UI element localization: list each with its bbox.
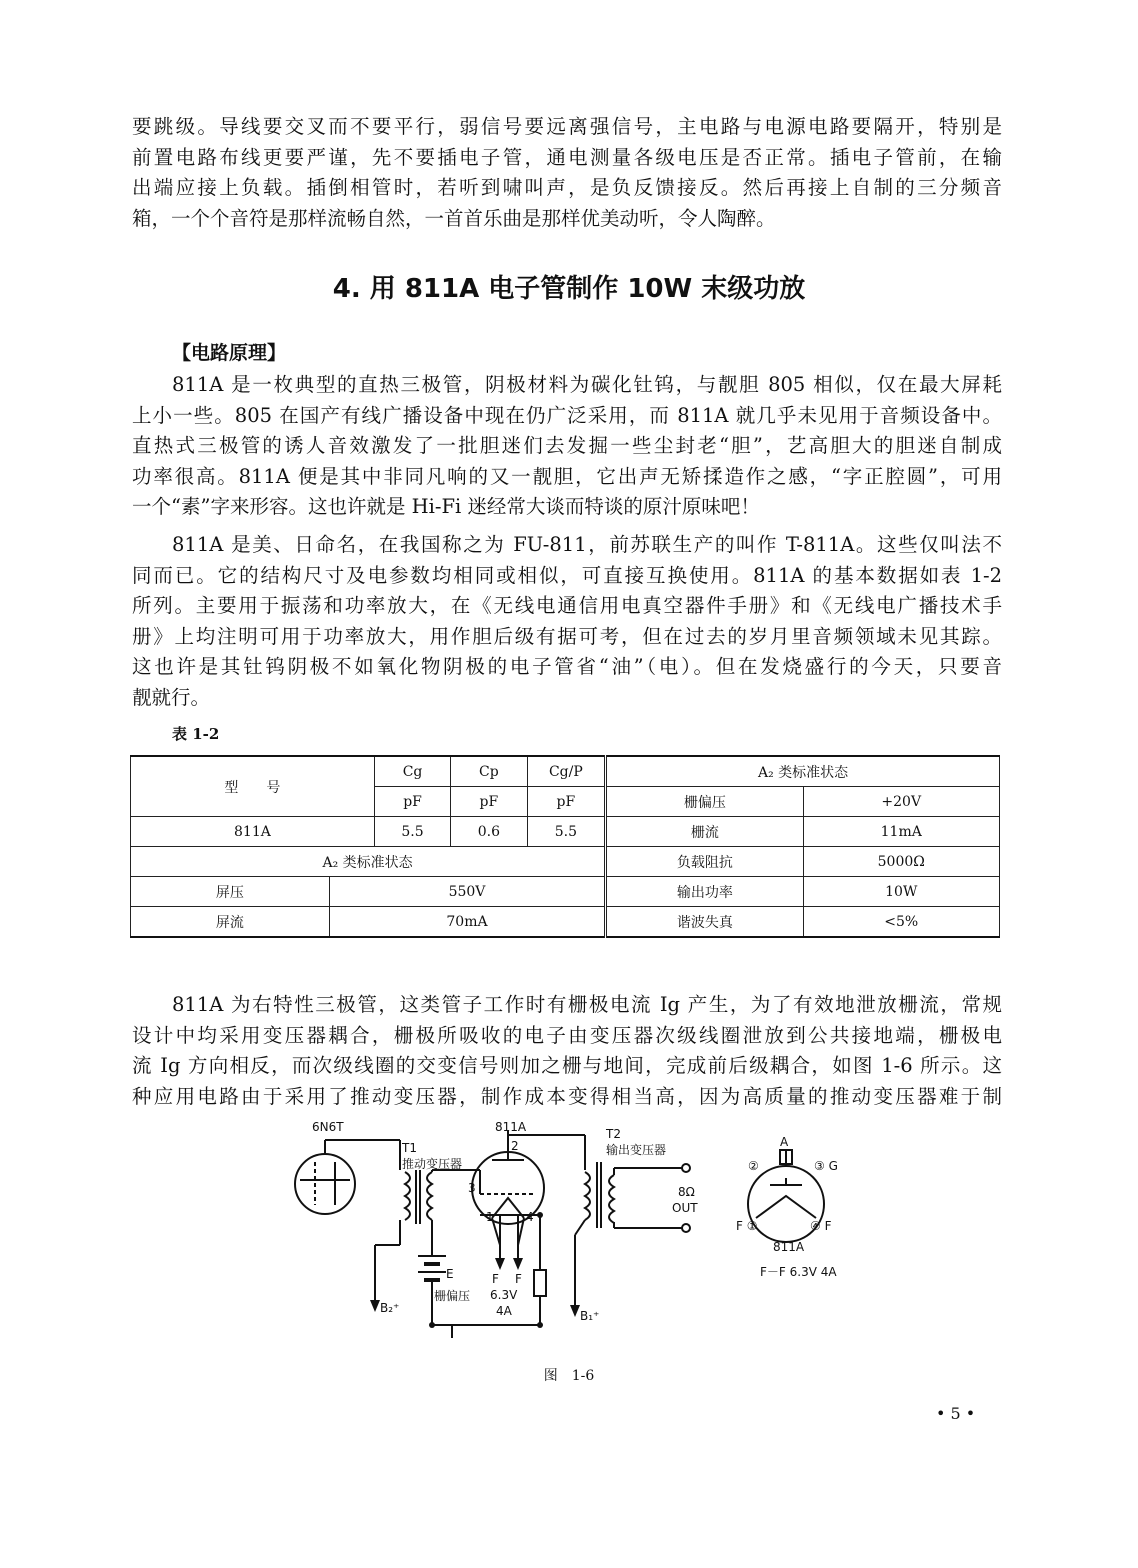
output-terminal-icon <box>682 1224 690 1232</box>
resistor-icon <box>534 1270 546 1296</box>
text-line: 流 Ig 方向相反，而次级线圈的交变信号则加之栅与地间，完成前后级耦合，如图 1-6 所示。这 <box>132 1054 1002 1077</box>
table-cell-label: 屏流 <box>131 907 330 938</box>
label-pin: 1 <box>486 1210 494 1224</box>
label-t2-desc: 输出变压器 <box>606 1143 667 1157</box>
text-line: 设计中均采用变压器耦合，栅极所吸收的电子由变压器次级线圈泄放到公共接地端，栅极电 <box>132 1023 1002 1047</box>
text-line: 功率很高。811A 便是其中非同凡响的又一靓胆，它出声无矫揉造作之感，“字正腔圆”，可用 <box>132 464 1002 488</box>
table-cell-value: 70mA <box>329 907 605 938</box>
label-pinout-f4: ④ F <box>810 1219 832 1233</box>
tube-6n6t-icon <box>295 1154 355 1214</box>
table-cell-label: 负载阻抗 <box>606 847 803 877</box>
text-line: 同而已。它的结构尺寸及电参数均相同或相似，可直接互换使用。811A 的基本数据如表 1-2 <box>132 563 1002 587</box>
label-f: F <box>492 1272 499 1286</box>
label-pinout-f1: F ① <box>736 1219 758 1233</box>
table-cell-unit: pF <box>527 787 606 817</box>
t2-primary-coil <box>585 1172 590 1220</box>
table-header-model: 型 号 <box>131 756 375 817</box>
table-caption: 表 1-2 <box>172 725 220 743</box>
label-filament-v: 6.3V <box>490 1288 518 1302</box>
table-header-cgp: Cg/P <box>527 756 606 787</box>
table-header-cg: Cg <box>374 756 450 787</box>
table-header-state: A₂ 类标准状态 <box>606 756 1000 787</box>
arrow-down-icon <box>495 1258 505 1270</box>
label-pinout-a: A <box>780 1135 789 1149</box>
label-battery: E <box>446 1267 454 1281</box>
label-tube1: 6N6T <box>312 1120 344 1134</box>
table-cell-model: 811A <box>131 817 375 847</box>
arrow-down-icon <box>570 1305 580 1317</box>
table-cell-value: 5000Ω <box>803 847 1000 877</box>
label-t2: T2 <box>606 1127 621 1141</box>
text-line: 所列。主要用于振荡和功率放大，在《无线电通信用电真空器件手册》和《无线电广播技术手 <box>132 594 1002 617</box>
label-pin: 3 <box>468 1181 476 1195</box>
text-line: 箱，一个个音符是那样流畅自然，一首首乐曲是那样优美动听，令人陶醉。 <box>132 206 776 230</box>
output-terminal-icon <box>682 1164 690 1172</box>
label-pin: 4 <box>526 1210 534 1224</box>
text-line: 811A 是一枚典型的直热三极管，阴极材料为碳化钍钨，与靓胆 805 相似，仅在最大屏耗 <box>172 373 1002 396</box>
label-out-ohm: 8Ω <box>678 1185 695 1199</box>
label-b2: B₂⁺ <box>380 1301 400 1315</box>
page-number: • 5 • <box>936 1404 976 1423</box>
table-cell-label: 输出功率 <box>606 877 803 907</box>
table-cell-label: 栅偏压 <box>606 787 803 817</box>
table-cell-value: +20V <box>803 787 1000 817</box>
text-line: 出端应接上负载。插倒相管时，若听到啸叫声，是负反馈接反。然后再接上自制的三分频音 <box>132 176 1002 199</box>
table-cell-label: 屏压 <box>131 877 330 907</box>
label-t1-desc: 推动变压器 <box>402 1157 463 1171</box>
label-bias: 栅偏压 <box>434 1289 471 1303</box>
text-line: 种应用电路由于采用了推动变压器，制作成本变得相当高，因为高质量的推动变压器难于制 <box>132 1084 1002 1108</box>
label-t1: T1 <box>402 1141 417 1155</box>
text-line: 这也许是其钍钨阴极不如氧化物阴极的电子管省“油”（电）。但在发烧盛行的今天，只要音 <box>132 655 1002 678</box>
table-cell-unit: pF <box>451 787 527 817</box>
label-pinout-name: 811A <box>773 1240 805 1254</box>
arrow-down-icon <box>513 1258 523 1270</box>
text-line: 一个“素”字来形容。这也许就是 Hi-Fi 迷经常大谈而特谈的原汁原味吧！ <box>132 495 760 518</box>
arrow-down-icon <box>370 1300 380 1312</box>
label-b1: B₁⁺ <box>580 1309 600 1323</box>
text-line: 上小一些。805 在国产有线广播设备中现在仍广泛采用，而 811A 就几乎未见用于音频设备中。 <box>132 403 1002 427</box>
section-heading: 【电路原理】 <box>172 342 287 364</box>
text-line: 要跳级。导线要交叉而不要平行，弱信号要远离强信号，主电路与电源电路要隔开，特别是 <box>132 115 1002 138</box>
table-cell-value: 550V <box>329 877 605 907</box>
text-line: 811A 是美、日命名，在我国称之为 FU-811，前苏联生产的叫作 T-811A。这些仅叫法不 <box>172 533 1002 556</box>
table-cell-value: 5.5 <box>527 817 606 847</box>
table-header-cp: Cp <box>451 756 527 787</box>
label-pinout-2: ② <box>748 1159 759 1173</box>
text-line: 靓就行。 <box>132 685 211 709</box>
section-title: 4. 用 811A 电子管制作 10W 末级功放 <box>332 274 806 304</box>
text-line: 册》上均注明可用于功率放大，用作胆后级有据可考，但在过去的岁月里音频领域未见其踪。 <box>132 624 1002 648</box>
label-pinout-g: ③ G <box>814 1159 838 1173</box>
table-cell-unit: pF <box>374 787 450 817</box>
table-cell-value: 10W <box>803 877 1000 907</box>
table-cell-label: 谐波失真 <box>606 907 803 938</box>
table-cell-value: 11mA <box>803 817 1000 847</box>
figure-caption: 图 1-6 <box>543 1368 595 1384</box>
text-line: 811A 为右特性三极管，这类管子工作时有栅极电流 Ig 产生，为了有效地泄放栅流，常规 <box>172 993 1002 1016</box>
text-line: 前置电路布线更要严谨，先不要插电子管，通电测量各级电压是否正常。插电子管前，在输 <box>132 145 1002 169</box>
t1-primary-coil <box>405 1172 410 1220</box>
label-tube2: 811A <box>495 1120 527 1134</box>
table-cell-state: A₂ 类标准状态 <box>131 847 606 877</box>
table-cell-value: 5.5 <box>374 817 450 847</box>
table-cell-value: 0.6 <box>451 817 527 847</box>
text-line: 直热式三极管的诱人音效激发了一批胆迷们去发掘一些尘封老“胆”，艺高胆大的胆迷自制成 <box>132 434 1002 457</box>
label-out: OUT <box>672 1201 698 1215</box>
label-filament-a: 4A <box>496 1304 512 1318</box>
table-cell-label: 栅流 <box>606 817 803 847</box>
label-pin: 2 <box>511 1139 519 1153</box>
label-pinout-note: F－F 6.3V 4A <box>760 1265 837 1279</box>
label-f: F <box>515 1272 522 1286</box>
table-cell-value: <5% <box>803 907 1000 938</box>
